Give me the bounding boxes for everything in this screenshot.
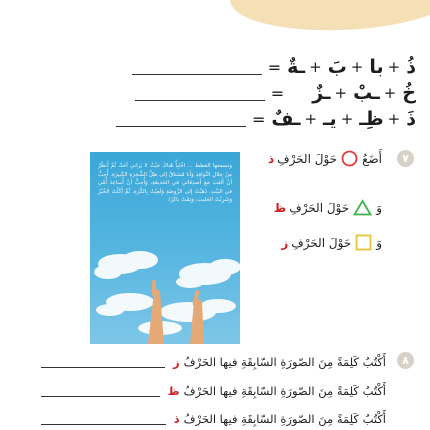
answer-line[interactable] <box>41 357 165 368</box>
instruction-verb: وَ <box>376 235 382 250</box>
answer-line[interactable] <box>116 112 246 127</box>
target-letter: ظ <box>167 384 180 398</box>
exercise-number-badge: ٧ <box>397 150 414 167</box>
eq-syllable: ـبْ <box>353 82 380 104</box>
target-letter: ز <box>281 235 289 250</box>
square-icon <box>355 234 372 251</box>
write-instruction: أَكْتُبُ كَلِمَةً مِنَ الصّورَةِ السّابِقَةِ فيها الحَرْفُ <box>183 355 386 369</box>
write-row-2 <box>41 381 386 401</box>
eq-syllable: با <box>369 56 384 78</box>
picture-text: وتسمعها القطط ... اخْتَبِأُ هُناكَ حَيْثُ لا يَراني أحَدٌ، ثُمَّ أَنظُرُ مِنْ خِلالِ النَّوافِذِ وَأَنا مُشتاقٌ إلى ظِلِّ الشَّجَرَةِ الكَبيرَةِ. أُحِبُّ أنْ أَلعَبَ مَعَ أَصدِقائي في الحَديقَةِ، وَأُحِبُّ أنْ أُساعِدَ أُمّي في البَيْتِ. ذَهَبْتُ إلى الرَّوضَةِ وَلَعِبْتُ بِالكُرَةِ، ثُمَّ أَكَلْتُ الخُبْزَ وَشَرِبْتُ الحَليبَ، وَنِمْتُ باكِرًا. <box>98 163 232 203</box>
equation-row-1: ذُ + با + بَ + ـةٌ = <box>86 54 416 80</box>
write-instruction: أَكْتُبُ كَلِمَةً مِنَ الصّورَةِ السّابِقَةِ فيها الحَرْفُ <box>183 412 386 426</box>
instruction-text: حَوْلَ الحَرْفِ <box>289 200 350 215</box>
write-row-1 <box>41 352 386 372</box>
instruction-row-circle <box>268 150 382 167</box>
instruction-verb: أَضَعُ <box>362 151 382 166</box>
circle-icon <box>341 150 358 167</box>
answer-line[interactable] <box>135 86 265 101</box>
equation-row-2: خُ + ـبْ + ـزٌ = <box>86 80 416 106</box>
eq-syllable: ذَ <box>406 108 416 130</box>
answer-line[interactable] <box>41 386 160 397</box>
instruction-row-square <box>281 234 382 251</box>
eq-syllable: ـزٌ <box>312 82 331 104</box>
clouds-illustration <box>90 152 240 344</box>
equation-row-3: ذَ + ظِـ + يـ + ـفٌ = <box>86 106 416 132</box>
eq-syllable: يـ <box>323 108 337 130</box>
target-letter: ذ <box>267 151 275 166</box>
eq-syllable: ذُ <box>406 56 416 78</box>
exercise-number-badge: ٨ <box>397 352 414 369</box>
equals-sign: = <box>270 83 285 103</box>
target-letter: ز <box>173 355 180 369</box>
eq-syllable: ظِـ <box>359 108 384 130</box>
corner-decoration <box>228 0 430 38</box>
instruction-text: حَوْلَ الحَرْفِ <box>291 235 352 250</box>
story-picture <box>90 152 240 344</box>
eq-syllable: خُ <box>402 82 416 104</box>
instruction-verb: وَ <box>376 200 382 215</box>
eq-syllable: بَ <box>327 56 347 78</box>
instruction-row-triangle <box>274 199 382 216</box>
write-instruction: أَكْتُبُ كَلِمَةً مِنَ الصّورَةِ السّابِقَةِ فيها الحَرْفُ <box>183 384 386 398</box>
target-letter: ذ <box>173 412 180 426</box>
eq-syllable: ـةٌ <box>287 56 306 78</box>
answer-line[interactable] <box>132 60 262 75</box>
equals-sign: = <box>267 57 282 77</box>
eq-syllable: ـفٌ <box>271 108 301 130</box>
instruction-text: حَوْلَ الحَرْفِ <box>277 151 338 166</box>
answer-line[interactable] <box>41 414 166 425</box>
triangle-icon <box>353 199 372 216</box>
write-row-3 <box>41 409 386 429</box>
target-letter: ظ <box>273 200 287 215</box>
equals-sign: = <box>251 109 266 129</box>
